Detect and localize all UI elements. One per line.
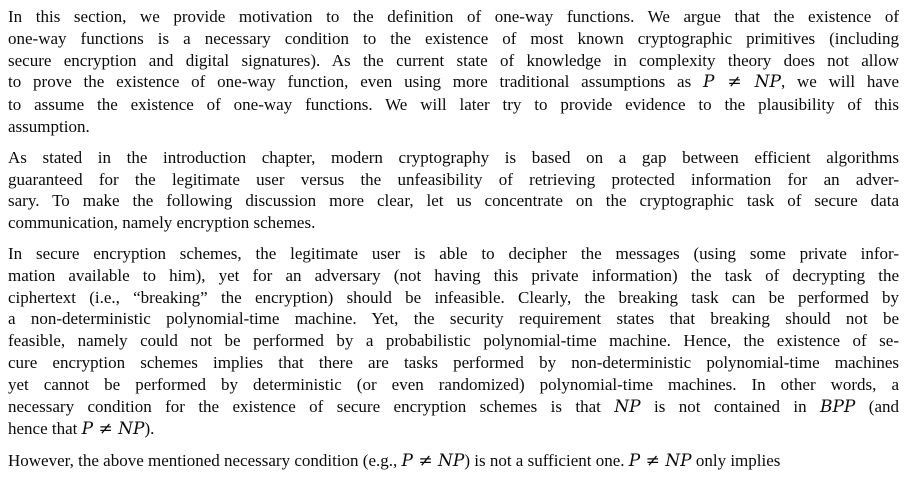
math-symbol: P ≠ NP [628,451,692,472]
text-line: assumption. [8,116,90,136]
text-line: sary. To make the following discussion more clear, let us concentrate on the cryptographic task of secure data [8,191,899,211]
paragraph-3 [8,243,899,441]
text-line: one-way functions is a necessary condition to the existence of most known cryptographic primitives (including [8,28,899,48]
text-line: necessary condition for the existence of secure encryption schemes is that NP is not contained in BPP (and [8,396,899,417]
math-symbol: P ≠ NP [401,451,465,472]
text-line: ciphertext (i.e., “breaking” the encryption) should be infeasible. Clearly, the breaking task can be performed by [8,287,899,307]
paragraph-4 [8,450,899,473]
paragraph-2 [8,147,899,234]
math-symbol: P ≠ NP [703,72,781,93]
text-line: However, the above mentioned necessary condition (e.g., P ≠ NP) is not a sufficient one. P ≠ NP only implies [8,451,781,472]
text-line: feasible, namely could not be performed by a probabilistic polynomial-time machine. Hence, the existence of se- [8,331,899,351]
text-line: hence that P ≠ NP). [8,419,155,440]
text-line: In this section, we provide motivation to the definition of one-way functions. We argue that the existence of [8,7,899,26]
math-symbol: P ≠ NP [81,419,145,440]
text-line: guaranteed for the legitimate user versus the unfeasibility of retrieving protected information for an adver- [8,169,899,189]
text-line: to prove the existence of one-way function, even using more traditional assumptions as P ≠ NP, we will have [8,72,899,93]
text-line: mation available to him), yet for an adversary (not having this private information) the task of decrypting the [8,265,899,285]
text-line: In secure encryption schemes, the legitimate user is able to decipher the messages (using some private infor- [8,243,899,263]
text-line: cure encryption schemes implies that there are tasks performed by non-deterministic polynomial-time machines [8,352,899,372]
text-line: a non-deterministic polynomial-time machine. Yet, the security requirement states that breaking should not be [8,309,899,329]
math-symbol: NP [614,396,641,417]
text-line: As stated in the introduction chapter, modern cryptography is based on a gap between efficient algorithms [8,147,899,167]
document-body [8,6,899,482]
text-line: secure encryption and digital signatures). As the current state of knowledge in complexity theory does not allow [8,50,899,70]
text-line: communication, namely encryption schemes. [8,213,316,233]
math-symbol: BPP [820,396,856,417]
paragraph-1 [8,6,899,138]
text-line: yet cannot be performed by deterministic (or even randomized) polynomial-time machines. In other words, a [8,374,899,394]
text-line: to assume the existence of one-way functions. We will later try to provide evidence to the plausibility of this [8,95,899,115]
